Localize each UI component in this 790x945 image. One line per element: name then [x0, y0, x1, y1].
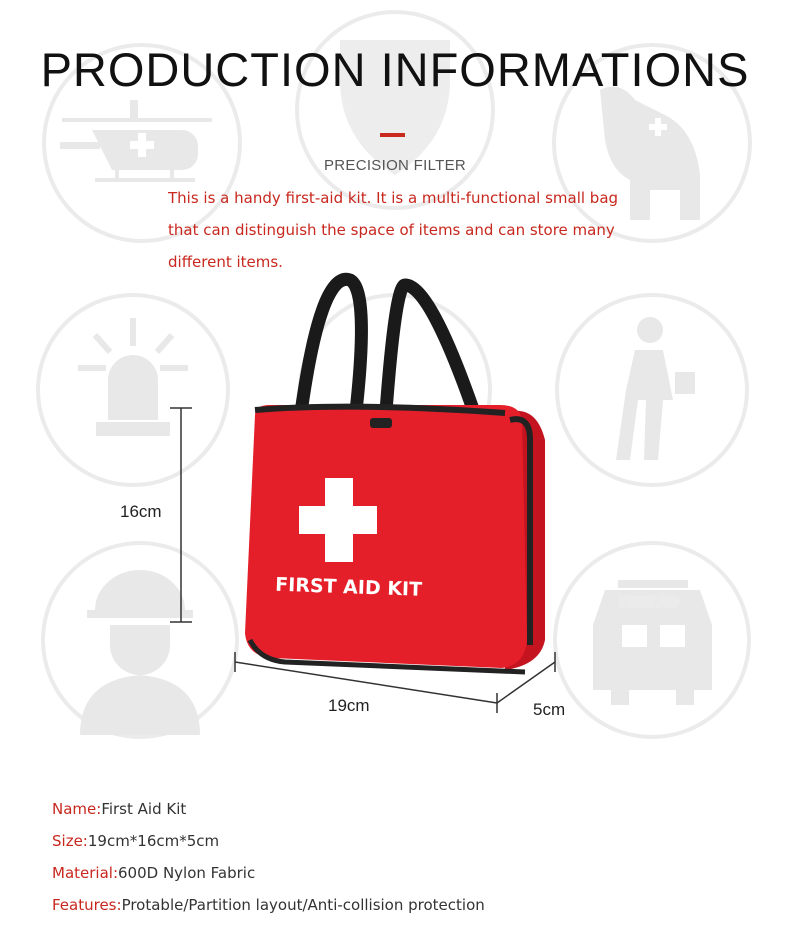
height-dimension-label: 16cm	[120, 502, 162, 521]
spec-value: First Aid Kit	[101, 800, 187, 818]
spec-row-features	[52, 889, 752, 921]
spec-list	[52, 793, 752, 921]
spec-row-name	[52, 793, 752, 825]
spec-key: Material:	[52, 864, 118, 882]
depth-dimension-label: 5cm	[533, 700, 566, 719]
spec-value: 19cm*16cm*5cm	[87, 832, 220, 850]
page-subtitle: PRECISION FILTER	[323, 157, 467, 174]
spec-key: Size:	[52, 832, 88, 850]
accent-divider	[380, 133, 405, 137]
ambulance-icon	[555, 543, 749, 737]
spec-key: Features:	[52, 896, 122, 914]
ambulance-watermark-text: FIRST AID	[620, 595, 679, 609]
hiker-icon	[557, 295, 747, 485]
intro-text: This is a handy first-aid kit. It is a multi-functional small bag that can distinguish the space of items and can store many different items.	[168, 189, 619, 271]
bag-label-text: FIRST AID KIT	[274, 573, 423, 601]
width-dimension-label: 19cm	[328, 696, 370, 715]
spec-key: Name:	[52, 800, 102, 818]
spec-row-material	[52, 857, 752, 889]
page-title: PRODUCTION INFORMATIONS	[40, 43, 750, 96]
siren-icon	[38, 295, 228, 485]
firefighter-icon	[43, 543, 237, 737]
spec-value: 600D Nylon Fabric	[118, 864, 256, 882]
spec-row-size	[52, 825, 752, 857]
first-aid-kit-bag	[245, 279, 545, 672]
spec-value: Protable/Partition layout/Anti-collision protection	[121, 896, 485, 914]
